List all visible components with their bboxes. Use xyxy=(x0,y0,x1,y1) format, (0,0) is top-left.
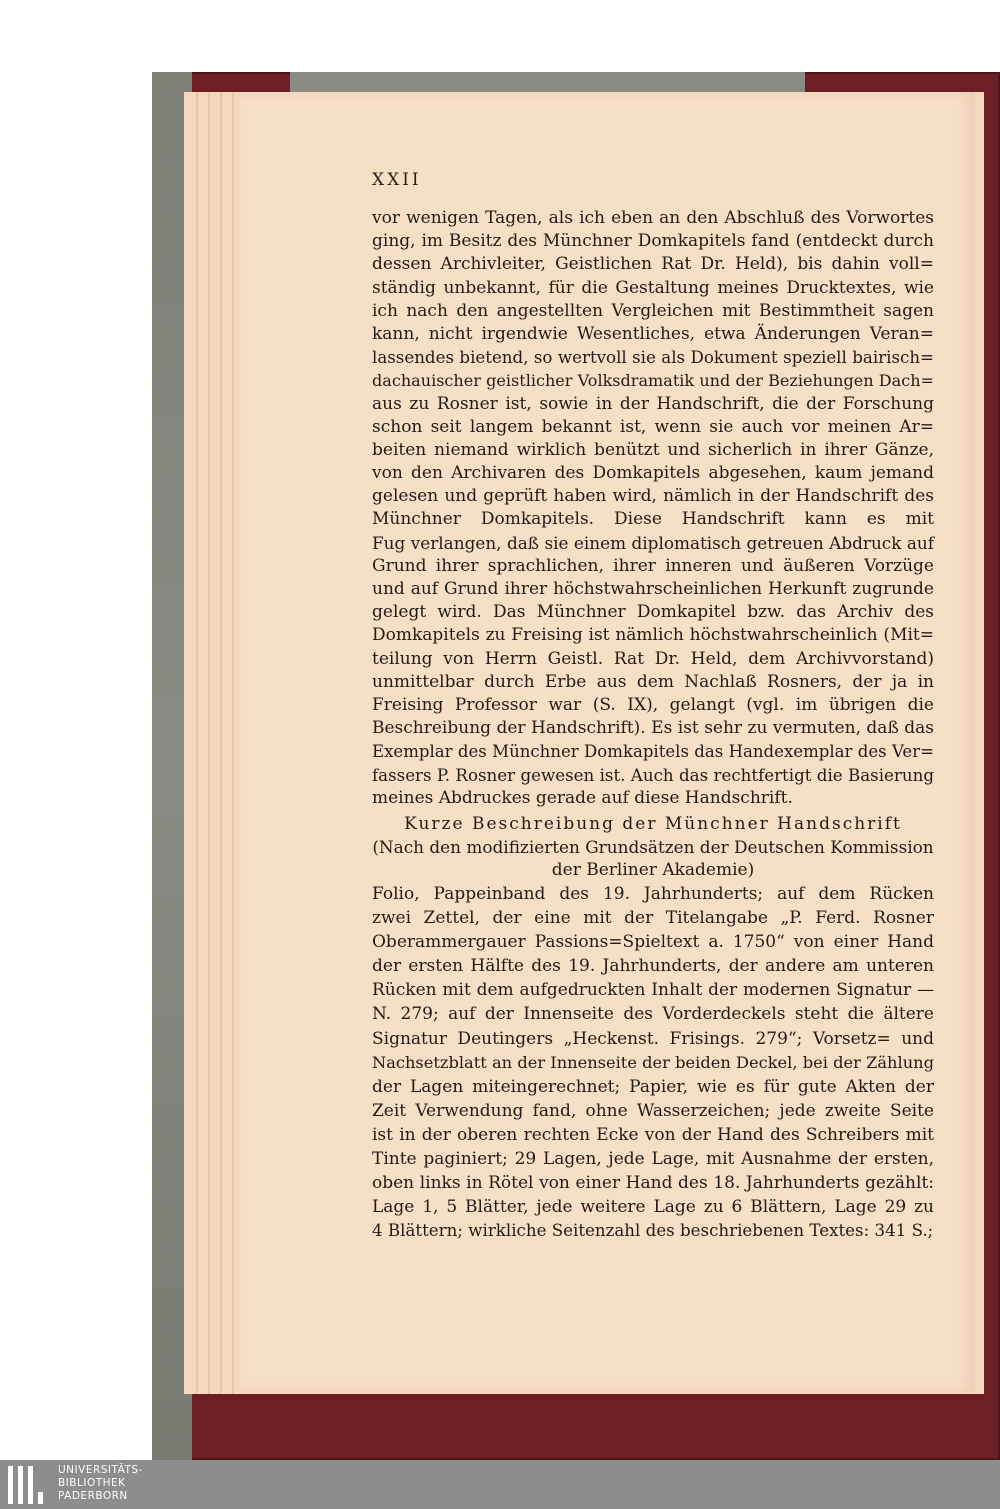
library-footer-bar xyxy=(0,1460,1000,1509)
text-line: zwei Zettel, der eine mit der Titelangabe „P. Ferd. Rosner xyxy=(372,908,934,929)
text-line: Grund ihrer sprachlichen, ihrer inneren und äußeren Vorzüge xyxy=(372,555,934,576)
text-line: lassendes bietend, so wertvoll sie als Dokument speziell bairisch= xyxy=(372,348,934,368)
text-line: kann, nicht irgendwie Wesentliches, etwa Änderungen Veran= xyxy=(372,323,934,344)
text-line: Nachsetzblatt an der Innenseite der beiden Deckel, bei der Zählung xyxy=(372,1052,934,1072)
library-logo-icon xyxy=(8,1466,54,1504)
book-cover-top-strip xyxy=(290,72,805,94)
library-name-line-1: UNIVERSITÄTS- xyxy=(58,1464,143,1476)
text-line: Domkapitels zu Freising ist nämlich höchstwahrscheinlich (Mit= xyxy=(372,625,934,646)
section-subtitle-line-1: (Nach den modifizierten Grundsätzen der Deutschen Kommission xyxy=(372,837,934,857)
text-line: schon seit langem bekannt ist, wenn sie auch vor meinen Ar= xyxy=(372,416,934,437)
text-line: dessen Archivleiter, Geistlichen Rat Dr. Held), bis dahin voll= xyxy=(372,254,934,275)
text-line: Freising Professor war (S. IX), gelangt (vgl. im übrigen die xyxy=(372,694,934,715)
text-line: Exemplar des Münchner Domkapitels das Handexemplar des Ver= xyxy=(372,742,934,762)
text-line: N. 279; auf der Innenseite des Vorderdeckels steht die ältere xyxy=(372,1004,934,1025)
page-edge xyxy=(232,92,234,1394)
text-line: dachauischer geistlicher Volksdramatik und der Beziehungen Dach= xyxy=(372,371,934,391)
page-number: XXII xyxy=(372,170,422,190)
page-edge xyxy=(196,92,198,1394)
text-line: Signatur Deutingers „Heckenst. Frisings. 279“; Vorsetz= und xyxy=(372,1028,934,1049)
page-edge xyxy=(220,92,222,1394)
text-line: gelegt wird. Das Münchner Domkapitel bzw. das Archiv des xyxy=(372,602,934,623)
text-line: Lage 1, 5 Blätter, jede weitere Lage zu 6 Blättern, Lage 29 zu xyxy=(372,1197,934,1218)
text-line: der ersten Hälfte des 19. Jahrhunderts, der andere am unteren xyxy=(372,956,934,977)
text-line: oben links in Rötel von einer Hand des 18. Jahrhunderts gezählt: xyxy=(372,1173,934,1194)
text-line: vor wenigen Tagen, als ich eben an den Abschluß des Vorwortes xyxy=(372,208,934,228)
text-line: und auf Grund ihrer höchstwahrscheinlichen Herkunft zugrunde xyxy=(372,579,934,599)
text-line: von den Archivaren des Domkapitels abgesehen, kaum jemand xyxy=(372,463,934,484)
section-subtitle-line-2: der Berliner Akademie) xyxy=(551,860,755,880)
text-line: der Lagen miteingerechnet; Papier, wie es für gute Akten der xyxy=(372,1076,934,1097)
library-name-line-2: BIBLIOTHEK xyxy=(58,1477,126,1489)
text-line: fassers P. Rosner gewesen ist. Auch das rechtfertigt die Basierung xyxy=(372,765,934,785)
text-line: Zeit Verwendung fand, ohne Wasserzeichen; jede zweite Seite xyxy=(372,1100,934,1121)
text-line: 4 Blättern; wirkliche Seitenzahl des beschriebenen Textes: 341 S.; xyxy=(372,1221,934,1241)
section-heading xyxy=(372,812,934,882)
library-logo-text xyxy=(58,1464,143,1503)
text-line: unmittelbar durch Erbe aus dem Nachlaß Rosners, der ja in xyxy=(372,671,934,692)
text-line: Tinte paginiert; 29 Lagen, jede Lage, mit Ausnahme der ersten, xyxy=(372,1149,934,1170)
text-line: teilung von Herrn Geistl. Rat Dr. Held, dem Archivvorstand) xyxy=(372,648,934,669)
text-line: Rücken mit dem aufgedruckten Inhalt der modernen Signatur — xyxy=(372,980,934,1001)
text-line: ständig unbekannt, für die Gestaltung meines Drucktextes, wie xyxy=(372,277,934,298)
text-line: gelesen und geprüft haben wird, nämlich in der Handschrift des xyxy=(372,486,934,507)
text-line: Beschreibung der Handschrift). Es ist sehr zu vermuten, daß das xyxy=(372,718,934,739)
text-line: Fug verlangen, daß sie einem diplomatisch getreuen Abdruck auf xyxy=(372,532,934,553)
text-line: Folio, Pappeinband des 19. Jahrhunderts; auf dem Rücken xyxy=(372,884,934,904)
text-line: ging, im Besitz des Münchner Domkapitels fand (entdeckt durch xyxy=(372,231,934,252)
text-line: ich nach den angestellten Vergleichen mit Bestimmtheit sagen xyxy=(372,300,934,321)
text-line: ist in der oberen rechten Ecke von der Hand des Schreibers mit xyxy=(372,1124,934,1145)
body-text xyxy=(372,207,934,810)
text-line: meines Abdruckes gerade auf diese Handschrift. xyxy=(372,787,793,808)
library-name-line-3: PADERBORN xyxy=(58,1490,128,1502)
description-text xyxy=(372,882,934,1243)
page-edge xyxy=(208,92,210,1394)
text-line: Oberammergauer Passions=Spieltext a. 1750“ von einer Hand xyxy=(372,932,934,953)
text-line: beiten niemand wirklich benützt und sicherlich in ihrer Gänze, xyxy=(372,439,934,460)
text-line: Münchner Domkapitels. Diese Handschrift kann es mit xyxy=(372,509,934,530)
text-line: aus zu Rosner ist, sowie in der Handschrift, die der Forschung xyxy=(372,393,934,414)
section-title: Kurze Beschreibung der Münchner Handschrift xyxy=(404,814,902,834)
